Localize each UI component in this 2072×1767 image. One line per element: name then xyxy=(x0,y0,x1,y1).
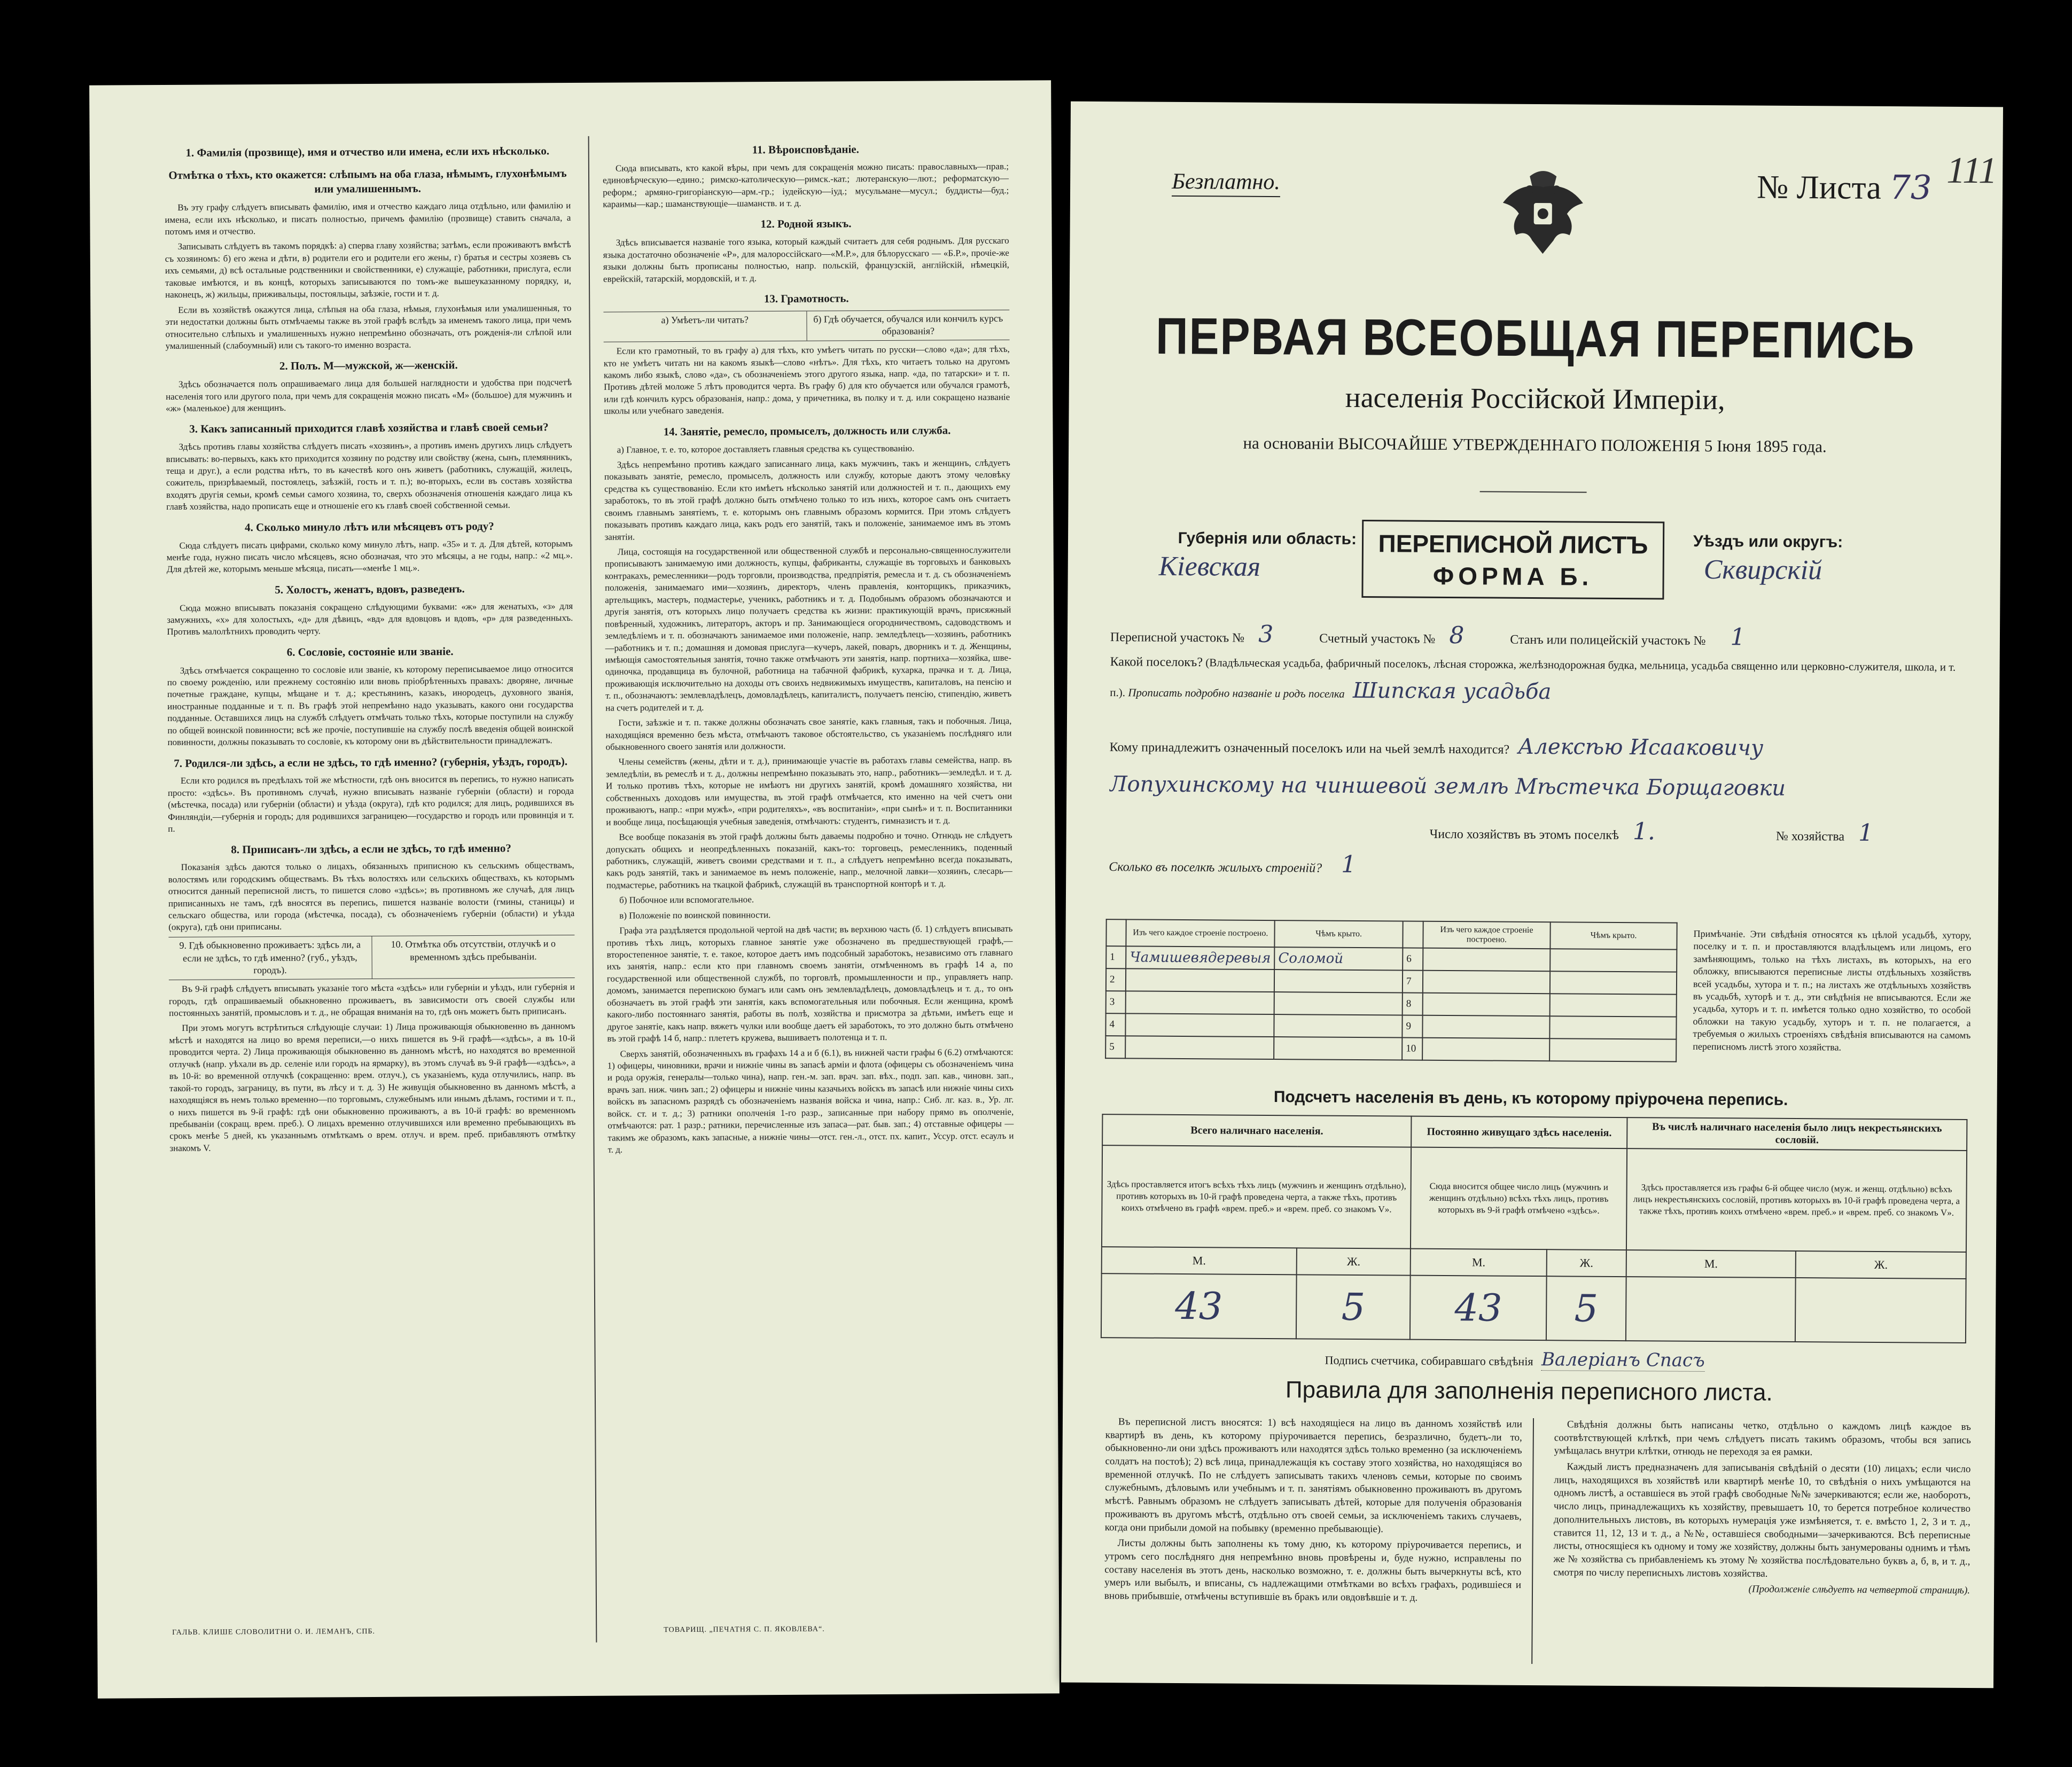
building-number: 8 xyxy=(1403,993,1423,1015)
buildings-note: Примѣчаніе. Эти свѣдѣнія относятся къ цѣлой усадьбѣ, хутору, поселку и т. п. и проставляются владѣльцемъ или лицомъ, его замѣняющимъ, только на тѣхъ листахъ, въ которыхъ, на его обложку, вписываются переписные листы отдѣльныхъ хозяйствъ всей усадьбы, хутора и т. п.; на листахъ же отдѣльныхъ хозяйствъ въ усадьбѣ, хуторѣ и т. д., эти свѣдѣнія не вписываются. Если же усадьба, хуторъ и т. п. имѣется только одно хозяйство, то особой обложки на такую усадьбу, хуторъ и т. п. не полагается, а требуемыя о жилыхъ строеніяхъ свѣдѣнія вписываются на самомъ переписномъ листѣ этого хозяйства. xyxy=(1693,928,1972,1053)
building-material xyxy=(1126,968,1274,992)
pop-col-m: М. xyxy=(1626,1250,1796,1278)
rules-column-1 xyxy=(1104,1416,1522,1608)
double-headed-eagle-emblem xyxy=(1497,160,1588,262)
buildings-table xyxy=(1105,919,1678,1062)
bld-roof-header-2: Чѣмъ крыто. xyxy=(1550,922,1677,949)
uezd-box xyxy=(1671,522,1960,598)
building-number: 4 xyxy=(1105,1013,1126,1036)
instruction-paragraph: Здѣсь непремѣнно противъ каждаго записаннаго лица, какъ мужчинъ, такъ и женщинъ, слѣдуетъ показывать занятіе, ремесло, промыселъ, должность или службу, которые даютъ этому человѣку средства къ существованію. Если кто имѣетъ нѣсколько занятій или должностей и т. п., дающихъ ему заработокъ, то въ этой графѣ должно быть отмѣчено только то изъ нихъ, которое самъ онъ считаетъ своимъ главнымъ занятіемъ, т. е. которымъ онъ главнымъ образомъ кормится. При этомъ слѣдуетъ показывать противъ каждаго лица, какъ родъ его занятій, такъ и положеніе, занимаемое имъ въ этомъ занятіи. xyxy=(604,457,1011,542)
resident-female: 5 xyxy=(1546,1276,1626,1341)
building-roof xyxy=(1274,1037,1402,1060)
building-number: 2 xyxy=(1106,968,1126,991)
census-title: ПЕРВАЯ ВСЕОБЩАЯ ПЕРЕПИСЬ xyxy=(1155,307,1915,370)
building-material: Чамишевядеревыя xyxy=(1126,946,1275,969)
instruction-heading: 4. Сколько минуло лѣтъ или мѣсяцевъ отъ роду? xyxy=(245,519,494,534)
sheet-number-label: № Листа xyxy=(1756,169,1882,206)
pop-col-f: Ж. xyxy=(1297,1248,1411,1275)
instruction-paragraph: Все вообще показанія въ этой графѣ должны быть даваемы подробно и точно. Отнюдь не слѣдуетъ допускать общихъ и неопредѣленныхъ показаній, какъ-то: торговецъ, ремесленникъ, поденный работникъ, служащій, живетъ своими средствами и т. п., а слѣдуетъ непремѣнно всегда показывать, какъ родъ занятій, такъ и занимаемое въ немъ положеніе, напр., мелочной лавки—хозяинъ, слесарь—подмастерье, работникъ на ткацкой фабрикѣ, служащій въ транспортной конторѣ и т. д. xyxy=(606,830,1012,890)
form-name: ФОРМА Б. xyxy=(1432,561,1593,591)
instruction-paragraph: Сюда слѣдуетъ писать цифрами, сколько кому минуло лѣтъ, напр. «35» и т. д. Для дѣтей, которымъ менѣе года, нужно писать число мѣсяцевъ, ясно обозначая, что это мѣсяцы, а не годы, напр.: «2 мц.». Для дѣтей же, которымъ меньше мѣсяца, писать—«менѣе 1 мц.». xyxy=(166,538,573,575)
building-number: 6 xyxy=(1403,948,1423,971)
building-roof xyxy=(1274,969,1403,992)
building-material xyxy=(1423,948,1550,971)
household-number-label: № хозяйства xyxy=(1775,829,1845,844)
pop-col-f: Ж. xyxy=(1547,1249,1626,1277)
building-row xyxy=(1106,946,1677,972)
building-row xyxy=(1105,1013,1676,1039)
instruction-heading: 7. Родился-ли здѣсь, а если не здѣсь, то гдѣ именно? (губернія, уѣздъ, городъ). xyxy=(174,754,568,770)
building-roof xyxy=(1274,992,1403,1015)
instruction-paragraph: Лица, состоящія на государственной или общественной службѣ и персонально-священнослужители прописываютъ занимаемую ими должность, купцы, фабриканты, служащіе въ торговыхъ и банковыхъ контракахъ, ремесленники—родъ торговли, производства, предпріятія, ремесла и т. д. съ обозначеніемъ положенія, занимаемаго ими—хозяинъ, директоръ, членъ правленія, конторщикъ, приказчикъ, артельщикъ, мастеръ, подмастерье, ученикъ, работникъ и т. д. Подобнымъ образомъ обозначаются и другія занятія, отъ которыхъ лицо получаетъ средства къ жизни: практикующій врачъ, присяжный повѣренный, художникъ, литераторъ, акторъ и пр. Занимающіеся огородничествомъ, садоводствомъ и земледѣліемъ и т. п. обозначаютъ занимаемое ими положеніе, напр. земледѣлецъ—хозяинъ, работникъ—работникъ и т. п.; домашняя и домовая прислуга—кучеръ, лакей, поваръ, дворникъ и т. д. Женщины, имѣющія самостоятельныя занятія, точно также отмѣчаютъ эти занятія, напр. портниха—хозяйка, шве-одиночка, продавщица въ булочной, работница на табачной фабрикѣ, кухарка, прачка и т. д. Лица, проживающія исключительно на доходы отъ своихъ недвижимыхъ имуществъ, капиталовъ, на пенсію и т. п., обозначаютъ: землевладѣлецъ, домовладѣлецъ, капиталистъ, получаетъ пенсію, стипендію, живетъ на счетъ родителей и т. д. xyxy=(604,544,1012,713)
census-form-page xyxy=(1061,101,2003,1688)
instruction-subheading: 9. Гдѣ обыкновенно проживаетъ: здѣсь ли, а если не здѣсь, то гдѣ именно? (губ., уѣздъ, городъ). xyxy=(179,939,361,976)
instruction-paragraph: в) Положеніе по воинской повинности. xyxy=(619,909,771,921)
instruction-paragraph: Если кто родился въ предѣлахъ той же мѣстности, гдѣ онъ вносится въ перепись, то нужно написать просто: «здѣсь». Въ противномъ случаѣ, нужно вписывать названіе губерніи (области) и города (мѣстечка, посада) или губерніи (области) и уѣзда (округа), гдѣ кто родился; для лицъ, родившихся въ Финляндіи,—губернія и городъ; для родившихся заграницею—государство и городъ или провинція и т. п. xyxy=(167,773,574,834)
household-number-value: 1 xyxy=(1858,819,1874,847)
building-material xyxy=(1422,1038,1549,1061)
pop-col-m: М. xyxy=(1411,1249,1547,1277)
building-material xyxy=(1126,1013,1274,1037)
instruction-subheading: а) Умѣетъ-ли читать? xyxy=(661,314,749,325)
instruction-paragraph: Показанія здѣсь даются только о лицахъ, обязанныхъ приписною къ сельскимъ обществамъ, волостямъ или городскимъ обществамъ. Въ тѣхъ волостяхъ или сельскихъ обществахъ, къ которымъ относится данный переписной листъ, то пишется слово «здѣсь»; въ противномъ же случаѣ, для лицъ приписанныхъ не тамъ, гдѣ вносятся въ перепись, пишется названіе волости (гмины, станицы) и сельскаго общества, или города (мѣстечка, посада), съ обозначеніемъ губерніи (области) и уѣзда (округа), гдѣ они приписаны. xyxy=(168,860,575,933)
building-number: 3 xyxy=(1106,991,1126,1013)
instruction-paragraph: Сюда вписывать, кто какой вѣры, при чемъ для сокращенія можно писать: православныхъ—прав.; единовѣрческую—едино.; римско-католическую—римск.-кат.; лютеранскую—лют.; реформатскую—реформ.; армяно-григоріанскую—арм.-гр.; іудейскую—іуд.; мусульмане—мусул.; буддисты—буд.; караимы—кар.; шаманствующіе—шаманств. и т. д. xyxy=(602,161,1009,209)
uezd-value: Сквирскій xyxy=(1703,554,1822,586)
instruction-heading: 12. Родной языкъ. xyxy=(760,217,852,231)
building-roof xyxy=(1274,1014,1402,1037)
bld-material-header: Изъ чего каждое строеніе построено. xyxy=(1126,919,1275,947)
instruction-paragraph: Здѣсь противъ главы хозяйства слѣдуетъ писать «хозяинъ», а противъ именъ другихъ лицъ слѣдуетъ вписывать: во-первыхъ, какъ кто приходится хозяину по родству или свойству (жена, сынъ, племянникъ, теща и друг.), а если родства нѣтъ, то въ качествѣ кого онъ живетъ (работникъ, служащій, жилецъ, сожитель, призрѣваемый, постоялецъ, заѣзжій, гость и т. п.); во-вторыхъ, если въ составъ хозяйства входятъ другія семьи, кромѣ семьи самого хозяина, то, сверхъ обозначенія отношенія каждаго лица къ главѣ хозяйства, надо прописать еще и отношеніе его къ главѣ своей собственной семьи. xyxy=(166,440,573,512)
building-roof xyxy=(1549,1038,1676,1061)
building-roof xyxy=(1549,1016,1676,1039)
instruction-paragraph: Графа эта раздѣляется продольной чертой на двѣ части; въ верхнюю часть (б. 1) слѣдуетъ вписывать противъ тѣхъ лицъ, которыхъ главное занятіе уже обозначено въ предшествующей графѣ,—второстепенное занятіе, т. е. такое, которое даетъ имъ подсобный заработокъ, независимо отъ главнаго ихъ занятія, напр.: если кто при главномъ своемъ занятіи, отмѣченномъ въ графѣ 14 а, по государственной или общественной службѣ, по торговлѣ, промышленности и пр., управляетъ напр. домомъ, занимается перепискою бумагъ или самъ онъ землевладѣлецъ, домовладѣлецъ и т. д., то онъ обозначаетъ въ этой графѣ эти занятія, какъ вспомогательныя или побочныя. Если женщина, кромѣ какого-либо постояннаго занятія, работы въ полѣ, хозяйства и присмотра за дѣтьми, имѣетъ еще и другое занятіе, какъ напр. вяжетъ чулки или вообще даетъ ей заработокъ, то это должно быть отмѣчено въ этой графѣ 14 б, напр.: плететъ кружева, вышиваетъ полотенца и т. п. xyxy=(606,923,1014,1044)
resident-male: 43 xyxy=(1410,1276,1547,1341)
settlement-line xyxy=(1110,652,1960,712)
instruction-heading: 13. Грамотность. xyxy=(764,292,849,306)
stan-value: 1 xyxy=(1730,623,1746,651)
instruction-paragraph: Въ эту графу слѣдуетъ вписывать фамилію, имя и отчество каждаго лица отдѣльно, или фамилію и имена, если ихъ нѣсколько, и писать полностью, причемъ фамилію (прозвище) ставить сначала, а потомъ имя и отчество. xyxy=(165,200,571,237)
bld-material-header-2: Изъ чего каждое строеніе построено. xyxy=(1423,921,1550,949)
building-material xyxy=(1422,1015,1549,1038)
instruction-paragraph: Если въ хозяйствѣ окажутся лица, слѣпыя на оба глаза, нѣмыя, глухонѣмыя или умалишенныя, то эти недостатки должны быть отмѣчаемы также въ этой графѣ вслѣдъ за именемъ такого лица, при чемъ относительно слѣпыхъ и умалишенныхъ нужно непремѣнно обозначать, отъ рожденія-ли слѣпой или умалишенный (слабоумный) или съ такого-то именно возраста. xyxy=(165,302,572,351)
governorate-label: Губернія или область: xyxy=(1178,529,1357,548)
owner-value-2: Лопухинскому на чиншевой землѣ Мѣстечка Борщаговки xyxy=(1109,772,1786,801)
sheet-number xyxy=(1757,167,1932,208)
building-number: 5 xyxy=(1105,1036,1126,1058)
governorate-value: Кіевская xyxy=(1158,551,1261,582)
settlement-value: Шипская усадьба xyxy=(1352,678,1552,705)
column-divider xyxy=(588,136,597,1643)
building-number: 1 xyxy=(1106,946,1126,968)
instruction-paragraph: Гости, заѣзжіе и т. п. также должны обозначать свое занятіе, какъ главныя, такъ и побочныя. Лица, находящіяся временно безъ мѣста, отмѣчаютъ таковое обстоятельство, съ указаніемъ послѣдняго или обыкновенного своего занятія или должности. xyxy=(605,715,1012,752)
instruction-subheading-pair xyxy=(168,935,574,980)
free-label: Безплатно. xyxy=(1172,169,1280,197)
instruction-heading: 1. Фамилія (прозвище), имя и отчество или имена, если ихъ нѣсколько. xyxy=(185,144,550,159)
settlement-hint2: Прописать подробно названіе и родъ поселка xyxy=(1128,686,1345,701)
rules-paragraph: Въ переписной листъ вносятся: 1) всѣ находящіеся на лицо въ данномъ хозяйствѣ или квартирѣ въ день, къ которому пріурочивается перепись, безразлично, будетъ-ли то, обыкновенно-ли они здѣсь проживаютъ или находятся здѣсь только временно (за исключеніемъ солдатъ на постоѣ); 2) всѣ лица, принадлежащія къ составу этого хозяйства, но находящіяся во временной отлучкѣ. По не слѣдуетъ записывать такихъ членовъ семьи, которые по своимъ служебнымъ, дѣловымъ или учебнымъ и т. п. занятіямъ обыкновенно проживаютъ въ другомъ мѣстѣ. Равнымъ образомъ не слѣдуетъ записывать дѣтей, которые для полученія образованія проживаютъ въ другомъ мѣстѣ, отдѣльно отъ своей семьи, за исключеніемъ такихъ случаевъ, когда они прибыли домой на побывку (временно пребывающіе). xyxy=(1104,1416,1523,1535)
pop-col-m: М. xyxy=(1102,1247,1297,1275)
rules-paragraph: Листы должны быть заполнены къ тому дню, къ которому пріурочивается перепись, и утромъ сего послѣдняго дня непремѣнно вновь провѣрены и, буде нужно, исправлены по составу населенія въ этотъ день, насколько возможно, т. е. должны быть вычеркнуты всѣ, кто умеръ или выбылъ, и вписаны, съ надлежащими отмѣтками во всѣхъ графахъ, родившіеся и вновь прибывшіе, отмѣчены вступившіе въ бракъ или овдовѣвшіе и т. д. xyxy=(1104,1537,1522,1604)
rules-column-2 xyxy=(1553,1418,1971,1600)
governorate-box xyxy=(1126,518,1357,595)
instruction-heading: Отмѣтка о тѣхъ, кто окажется: слѣпымъ на оба глаза, нѣмымъ, глухонѣмымъ или умалишеннымъ. xyxy=(168,166,567,196)
census-legal-basis: на основаніи ВЫСОЧАЙШЕ УТВЕРЖДЕННАГО ПОЛОЖЕНІЯ 5 Іюня 1895 года. xyxy=(1243,433,1827,456)
instruction-heading: 3. Какъ записанный приходится главѣ хозяйства и главѣ своей семьи? xyxy=(189,420,549,436)
building-number: 9 xyxy=(1402,1015,1422,1038)
population-table xyxy=(1101,1114,1968,1343)
pop-desc-total: Здѣсь проставляется итогъ всѣхъ тѣхъ лицъ (мужчинъ и женщинъ отдѣльно), противъ которыхъ въ 10-й графѣ проведена черта, а также тѣхъ, противъ коихъ отмѣчено въ графѣ «врем. преб.» и «врем. преб. со знакомъ V». xyxy=(1102,1145,1411,1249)
instruction-heading: 11. Вѣроисповѣданіе. xyxy=(752,143,859,157)
instruction-paragraph: б) Побочное или вспомогательное. xyxy=(619,894,754,905)
instruction-paragraph: Сверхъ занятій, обозначенныхъ въ графахъ 14 а и б (6.1), въ нижней части графы 6 (6.2) отмѣчаются: 1) офицеры, чиновники, врачи и нижніе чины въ запасѣ арміи и флота (офицеры съ обозначеніемъ чина и рода оружія, генералы—только чина), напр. ген.-м. зап. врач. зап. вѣх., подп. зап. кав., чиновн. зап., врачъ зап. ниж. чинъ зап.; 2) офицеры и нижніе чины казачьихъ войскъ въ запасѣ или нижніе чины сихъ войскъ въ запасномъ разрядѣ съ обозначеніемъ названія войска и чина, напр.: Сиб. лг. каз. в., Ур. лг. войск. ст. и т. д.; 3) ратники ополченія 1-го разр., записанные при набору прямо въ ополченіе, отмѣчаются: рат. 1 разр.; ратники, перечисленные изъ запаса—рат. быв. зап.; 4) отставные офицеры — такимъ же образомъ, какъ запасные, а нижніе чины—отст. ген.-л., отст. пх. капит., Уссур. отст. есаулъ и т. д. xyxy=(607,1046,1014,1155)
settlement-label: Какой поселокъ? xyxy=(1110,655,1203,670)
census-sector-label: Переписной участокъ № xyxy=(1110,630,1245,645)
pop-header-resident: Постоянно живущаго здѣсь населенія. xyxy=(1411,1116,1627,1148)
form-title-box xyxy=(1361,520,1664,599)
enumerator-signature-line xyxy=(1325,1348,1705,1371)
instruction-paragraph: Если кто грамотный, то въ графу а) для тѣхъ, кто умѣетъ читать по русски—слово «да»; для тѣхъ, кто не умѣетъ читать ни на какомъ языкѣ—слово «нѣтъ». Для тѣхъ, кто читаетъ только на другомъ какомъ либо языкѣ, слово «да», съ обозначеніемъ этого другого языка, напр. «да, по татарски» и т. п. Противъ дѣтей моложе 5 лѣтъ проводится черта. Въ графу б) для кто обучается или обучался грамотѣ, или гдѣ кончилъ курсъ образованія, напр.: дома, у причетника, въ полку и т. д. или сокращено названіе школы или учебнаго заведенія. xyxy=(603,343,1010,417)
uezd-label: Уѣздъ или округъ: xyxy=(1693,532,1843,551)
building-material xyxy=(1423,971,1550,994)
page-number: 111 xyxy=(1946,150,1998,192)
building-material xyxy=(1422,993,1549,1016)
total-male: 43 xyxy=(1101,1273,1297,1339)
instructions-column-2 xyxy=(603,134,1017,1643)
instruction-heading: 8. Приписанъ-ли здѣсь, а если не здѣсь, то гдѣ именно? xyxy=(231,841,511,856)
imprint-right: ТОВАРИЩ. „ПЕЧАТНЯ С. П. ЯКОВЛЕВА“. xyxy=(664,1625,825,1635)
instruction-paragraph: Здѣсь обозначается полъ опрашиваемаго лица для большей наглядности и удобства при подсчетѣ населенія того или другого пола, при чемъ для сокращенія можно писать «М» (большое) для мужчинъ и «ж» (маленькое) для женщинъ. xyxy=(166,377,572,413)
owner-value-1: Алексѣю Исааковичу xyxy=(1518,734,1764,761)
instruction-subheading: б) Гдѣ обучается, обучался или кончилъ курсъ образованія? xyxy=(806,310,1010,340)
rules-paragraph: Каждый листъ предназначенъ для записыванія свѣдѣній о десяти (10) лицахъ; если число лицъ, находящихся въ хозяйствѣ или квартирѣ менѣе 10, то свѣдѣнія о нихъ умѣщаются на одномъ листѣ, а оставшіеся въ этой графѣ свободные №№ зачеркиваются; если же, наоборотъ, число лицъ, принадлежащихъ къ хозяйству, превышаетъ 10, то берется потребное количество дополнительныхъ листовъ, въ которыхъ нумерація уже измѣняется, т. е. вмѣсто 1, 2, 3 и т. д., ставится 11, 12, 13 и т. д., а №№, оставшіеся свободными—зачеркиваются. Всѣ переписные листы, относящіеся къ одному и тому же хозяйству, должны быть занумерованы однимъ и тѣмъ же № хозяйства съ прибавленіемъ къ этому № хозяйства послѣдовательно буквъ а, б, в, и т. д., смотря по числу переписныхъ листовъ хозяйства. xyxy=(1553,1461,1971,1580)
households-label: Число хозяйствъ въ этомъ поселкѣ xyxy=(1429,827,1619,842)
instructions-column-1 xyxy=(165,136,579,1645)
building-row xyxy=(1106,991,1677,1017)
instruction-paragraph: Въ 9-й графѣ слѣдуетъ вписывать указаніе того мѣста «здѣсь» или губерніи и уѣздъ, или губернія и городъ, гдѣ опрашиваемый обыкновенно проживаетъ, въ зависимости отъ своей службы или постоянныхъ занятій, промысловъ и т. д., не обращая вниманія на то, гдѣ онъ можетъ быть приписанъ. xyxy=(169,982,575,1018)
instruction-heading: 6. Сословіе, состояніе или званіе. xyxy=(286,645,454,659)
building-roof xyxy=(1550,949,1677,972)
owner-line-2 xyxy=(1109,772,1959,802)
pop-col-f: Ж. xyxy=(1796,1251,1966,1279)
building-number: 10 xyxy=(1402,1038,1422,1060)
instruction-paragraph: а) Главное, т. е. то, которое доставляетъ главныя средства къ существованію. xyxy=(617,443,915,455)
count-sector-label: Счетный участокъ № xyxy=(1319,631,1436,646)
building-material xyxy=(1126,991,1274,1014)
households-value: 1. xyxy=(1632,818,1656,846)
census-sector-value: 3 xyxy=(1258,620,1274,648)
instruction-paragraph: При этомъ могутъ встрѣтиться слѣдующіе случаи: 1) Лица проживающія обыкновенно въ данномъ мѣстѣ и находятся на лицо во время переписи,—о нихъ пишется въ 9-й графѣ—«здѣсь», а въ 10-й проводится черта. 2) Лица проживающія обыкновенно въ данномъ мѣстѣ, но находятся во временной отлучкѣ (напр. уѣхали въ др. селеніе или городъ на ярмарку), въ этомъ случаѣ въ 9-й графѣ—«здѣсь», а въ 10-й: во временной отлучкѣ (сокращенно: врем. отлуч.), съ указаніемъ, куда отлучились, напр. въ такой-то городъ, заграницу, въ пути, въ лѣсу и т. д. 3) Не живущія обыкновенно въ данномъ мѣстѣ, а находящіяся въ немъ только временно—по торговымъ, служебнымъ или инымъ дѣламъ, гостими и т. п., о нихъ пишется въ 9-й графѣ: гдѣ они обыкновенно проживаютъ, а въ 10-й графѣ: во временномъ пребываніи (сокращ. врем. преб.). О лицахъ временно отлучившихся или временно пребывающихъ въ срокъ менѣе 5 дней, къ указаннымъ отмѣткамъ о врем. отлуч. и врем. преб. прибавляютъ отмѣтку знакомъ V. xyxy=(169,1021,576,1153)
instruction-heading: 2. Полъ. М—мужской, ж—женскій. xyxy=(279,358,458,373)
continued-note: (Продолженіе слѣдуетъ на четвертой страницѣ). xyxy=(1748,1583,1970,1597)
rules-title: Правила для заполненія переписного листа. xyxy=(1285,1377,1773,1406)
total-female: 5 xyxy=(1296,1275,1411,1339)
pop-desc-nonpeasant: Здѣсь проставляется изъ графы 6-й общее число (муж. и женщ. отдѣльно) всѣхъ лицъ некрестьянскихъ сословій, противъ которыхъ въ 10-й графѣ проведена черта, а также тѣхъ, противъ коихъ отмѣчено «врем. преб.» и «врем. преб. со знакомъ V». xyxy=(1626,1148,1967,1252)
sector-line xyxy=(1110,620,1960,652)
form-title: ПЕРЕПИСНОЙ ЛИСТЪ xyxy=(1378,529,1648,559)
count-sector-value: 8 xyxy=(1449,622,1465,650)
buildings-label: Сколько въ поселкѣ жилыхъ строеній? xyxy=(1109,860,1322,875)
building-roof xyxy=(1550,994,1677,1017)
pop-header-nonpeasant: Въ числѣ наличнаго населенія было лицъ некрестьянскихъ сословій. xyxy=(1627,1117,1967,1151)
instruction-subheading-pair xyxy=(603,309,1009,342)
instruction-paragraph: Члены семействъ (жены, дѣти и т. д.), принимающіе участіе въ работахъ главы семейства, напр. въ земледѣліи, въ ремеслѣ и т. д., должны непремѣнно показывать это, напр., работникъ—земледѣл. и т. д. И только противъ тѣхъ, которые не имѣютъ ни другихъ занятій, кромѣ домашняго хозяйства, ни собственныхъ доходовъ или имущества, въ этой графѣ отмѣчается, кто именно на чей счетъ они проживаютъ, напр.: «при мужѣ», «при родителяхъ», «въ воспитаніи», «при сынѣ» и т. п. Воспитанники и вообще лица, посѣщающія учебныя заведенія, отмѣчаютъ: студентъ, гимназистъ и т. д. xyxy=(605,755,1012,827)
building-number: 7 xyxy=(1403,971,1423,993)
building-row xyxy=(1105,1036,1676,1062)
rules-paragraph: Свѣдѣнія должны быть написаны четко, отдѣльно о каждомъ лицѣ каждое въ соотвѣтствующей клѣткѣ, при чемъ слѣдуетъ писать такимъ образомъ, чтобы вся запись умѣщалась внутри клѣтки, отнюдь не переходя за ея рамки. xyxy=(1554,1419,1971,1458)
sheet-number-value: 73 xyxy=(1889,168,1932,207)
buildings-value: 1 xyxy=(1341,850,1357,878)
building-roof xyxy=(1550,971,1677,994)
pop-header-total: Всего наличнаго населенія. xyxy=(1102,1114,1412,1147)
instruction-paragraph: Здѣсь отмѣчается сокращенно то сословіе или званіе, къ которому переписываемое лицо относится по своему рожденію, или прежнему состоянію или вновь пріобрѣтенныхъ правахъ: дворяне, личные почетные граждане, купцы, мѣщане и т. д.; крестьянинъ, казакъ, инородецъ, духовного званія, иностранные подданные и т. п. Въ графѣ этой непремѣнно надо указывать, какого они государства подданные. Оставшихся лицъ на службѣ слѣдуетъ отмѣчать только тѣхъ, которые поступили на службу по общей воинской повинности; всѣ же прочіе, поступившіе на службу послѣ введенія общей воинской повинности, должны показывать то сословіе, къ которому они въ дѣйствительности принадлежатъ. xyxy=(167,663,574,748)
households-line xyxy=(1109,815,1959,847)
pop-desc-resident: Сюда вносится общее число лицъ (мужчинъ и женщинъ отдѣльно) всѣхъ тѣхъ лицъ, противъ которыхъ въ 9-й графѣ отмѣчено «здѣсь». xyxy=(1411,1147,1627,1250)
instruction-heading: 14. Занятіе, ремесло, промыселъ, должность или служба. xyxy=(663,424,951,438)
population-caption: Подсчетъ населенія въ день, къ которому пріурочена перепись. xyxy=(1273,1088,1788,1109)
instruction-paragraph: Записывать слѣдуетъ въ такомъ порядкѣ: а) сперва главу хозяйства; затѣмъ, если проживаютъ вмѣстѣ съ хозяиномъ: б) его жена и дѣти, в) родители его и родители его жены, г) братья и сестры хозяевъ съ ихъ семьями, д) всѣ остальные родственники и свойственники, е) служащіе, работники, прислуга, если таковые имѣются, и въ концѣ, которыхъ записываются по томъ-же вышеуказанному порядку, и, наконецъ, ж) жильцы, приживальцы, постояльцы, заѣзжіе, гости и т. д. xyxy=(165,239,572,300)
nonpeasant-male xyxy=(1626,1277,1796,1342)
form-header-row xyxy=(1126,518,1960,598)
owner-line xyxy=(1110,732,1959,762)
instruction-paragraph: Здѣсь вписывается названіе того языка, который каждый считаетъ для себя роднымъ. Для русскаго языка достаточно обозначеніе «Р», для малороссійскаго—«М.Р.», для бѣлорусскаго — «Б.Р.», прочіе-же языки должны быть прописаны полностью, напр. польскій, французскій, англійскій, нѣмецкій, еврейскій, татарскій, мордовскій, и т. д. xyxy=(603,235,1009,284)
divider xyxy=(1480,491,1587,492)
stan-label: Станъ или полицейскій участокъ № xyxy=(1510,632,1706,648)
instruction-subheading: 10. Отмѣтка объ отсутствіи, отлучкѣ и о временномъ здѣсь пребываніи. xyxy=(371,935,575,979)
nonpeasant-female xyxy=(1795,1278,1966,1343)
rules-divider xyxy=(1531,1418,1534,1664)
instruction-paragraph: Сюда можно вписывать показанія сокращено слѣдующими буквами: «ж» для женатыхъ, «з» для замужнихъ, «х» для холостыхъ, «д» для дѣвицъ, «вд» для вдовцовъ и вдовъ, «р» для разведенныхъ. Противъ малолѣтнихъ проводить черту. xyxy=(167,600,573,637)
imprint-left: ГАЛЬВ. КЛИШЕ СЛОВОЛИТНИ О. И. ЛЕМАНЪ, СПБ. xyxy=(172,1627,376,1637)
building-row xyxy=(1106,968,1677,995)
instruction-heading: 5. Холостъ, женатъ, вдовъ, разведенъ. xyxy=(275,582,465,596)
building-material xyxy=(1126,1036,1274,1059)
bld-roof-header: Чѣмъ крыто. xyxy=(1275,920,1403,948)
owner-label: Кому принадлежитъ означенный поселокъ или на чьей землѣ находится? xyxy=(1109,740,1510,757)
signature-label: Подпись счетчика, собиравшаго свѣдѣнія xyxy=(1325,1353,1533,1369)
building-roof: Соломой xyxy=(1274,947,1403,970)
signature-value: Валеріанъ Спасъ xyxy=(1541,1349,1705,1371)
left-page xyxy=(89,80,1060,1698)
buildings-line xyxy=(1109,849,1958,882)
settlement-hint: (Владѣльческая усадьба, фабричный поселокъ, лѣсная сторожка, желѣзнодорожная будка, мельница, усадьба священно или церковно-служителя, школа, и т. п.). xyxy=(1110,656,1956,699)
census-subtitle: населенія Россійской Имперіи, xyxy=(1345,381,1725,416)
